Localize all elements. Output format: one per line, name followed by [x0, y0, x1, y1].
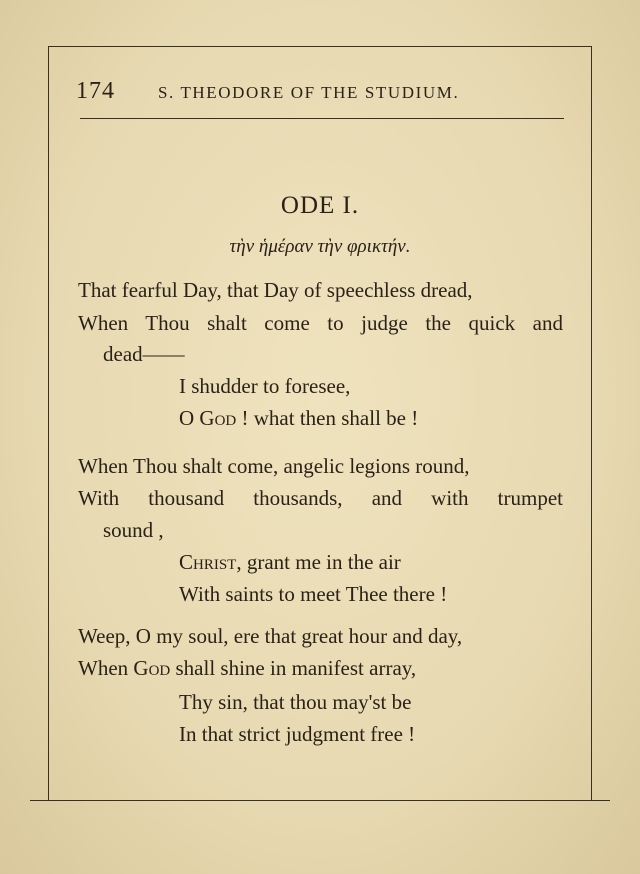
- stanza-3-line-3: Thy sin, that thou may'st be: [179, 690, 412, 714]
- stanza-3-line-1: Weep, O my soul, ere that great hour and day,: [78, 624, 463, 648]
- stanza-3-line-2-pre: When: [78, 656, 134, 680]
- greek-incipit: τὴν ἡμέραν τὴν φρικτήν.: [229, 236, 411, 257]
- divine-name-god-2: God: [133, 656, 171, 680]
- stanza-1-line-1: That fearful Day, that Day of speechless dread,: [78, 278, 473, 302]
- stanza-2-line-1: When Thou shalt come, angelic legions round,: [78, 454, 470, 478]
- running-head: S. THEODORE OF THE STUDIUM.: [158, 83, 460, 102]
- stanza-3-line-2-post: shall shine in manifest array,: [170, 656, 417, 680]
- stanza-1-line-5-post: ! what then shall be !: [236, 406, 419, 430]
- page-number: 174: [76, 78, 115, 104]
- frame-right-rule: [591, 46, 592, 800]
- stanza-2-line-4: [179, 550, 401, 575]
- stanza-3-line-2: [78, 656, 416, 681]
- divine-name-god: God: [199, 406, 237, 430]
- stanza-2-line-2: With thousand thousands, and with trumpet: [78, 486, 563, 510]
- stanza-1-line-3: dead——: [103, 342, 185, 366]
- stanza-1-line-2: When Thou shalt come to judge the quick and: [78, 311, 563, 335]
- frame-top-rule: [48, 46, 592, 47]
- stanza-1-line-5: [179, 406, 418, 431]
- frame-left-rule: [48, 46, 49, 800]
- header-rule: [80, 118, 564, 119]
- stanza-1-line-5-pre: O: [179, 406, 200, 430]
- stanza-1-line-4: I shudder to foresee,: [179, 374, 351, 398]
- stanza-3-line-4: In that strict judgment free !: [179, 722, 416, 746]
- frame-bottom-rule: [30, 800, 610, 801]
- divine-name-christ: Christ: [179, 550, 237, 574]
- stanza-2-line-5: With saints to meet Thee there !: [179, 582, 448, 606]
- ode-title: ODE I.: [280, 192, 360, 219]
- stanza-2-line-4-post: , grant me in the air: [236, 550, 401, 574]
- stanza-2-line-3: sound ,: [103, 518, 164, 542]
